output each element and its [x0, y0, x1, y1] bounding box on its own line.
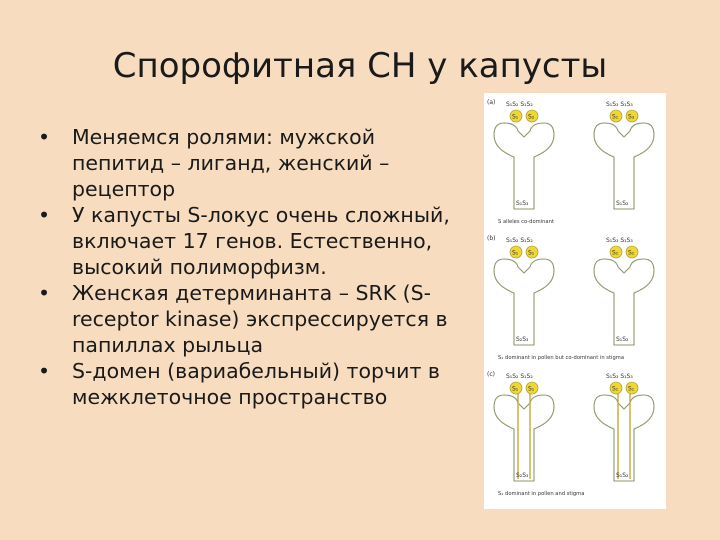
pollen-genotype-label: S₁S₂ S₁S₂: [506, 237, 533, 244]
pollen-grain-label: S₁: [628, 385, 635, 393]
pollen-genotype-label: S₁S₃ S₁S₃: [606, 237, 633, 244]
panel-caption: S alleles co-dominant: [498, 219, 554, 225]
sporophytic-si-figure: [484, 93, 666, 509]
bullet-marker: •: [38, 281, 51, 305]
figure-svg: [484, 93, 666, 509]
pollen-grain-label: S₁: [512, 249, 519, 257]
bullet-marker: •: [38, 359, 51, 383]
pollen-genotype-label: S₁S₃ S₁S₃: [606, 101, 633, 108]
bullet-item: [38, 358, 458, 410]
bullet-text: S-домен (вариабельный) торчит в межклеточное пространство: [72, 359, 440, 409]
pollen-grain-label: S₁: [628, 249, 635, 257]
panel-tag: (a): [487, 99, 496, 106]
pollen-grain-label: S₁: [512, 385, 519, 393]
panel-tag: (b): [487, 235, 496, 242]
pollen-grain-label: S₁: [512, 113, 519, 121]
stigma-genotype-label: S₂S₃: [516, 472, 529, 479]
pollen-grain-label: S₁: [612, 385, 619, 393]
pollen-genotype-label: S₁S₃ S₁S₃: [606, 373, 633, 380]
stigma-genotype-label: S₁S₃: [516, 200, 529, 207]
pollen-grain-label: S₃: [628, 113, 635, 121]
bullet-marker: •: [38, 125, 51, 149]
bullet-text: Меняемся ролями: мужской пепитид – лиганд, женский – рецептор: [72, 125, 390, 201]
panel-tag: (c): [487, 371, 495, 378]
stigma-genotype-label: S₁S₂: [616, 200, 629, 207]
stigma-genotype-label: S₂S₃: [516, 336, 529, 343]
stigma-genotype-label: S₁S₂: [616, 336, 629, 343]
panel-caption: S₁ dominant in pollen but co-dominant in stigma: [498, 355, 625, 361]
pollen-grain-label: S₂: [528, 113, 535, 121]
bullet-item: [38, 124, 458, 202]
pollen-grain-label: S₁: [612, 249, 619, 257]
slide-title: Спорофитная СН у капусты: [112, 46, 608, 86]
pollen-grain-label: S₁: [528, 385, 535, 393]
bullet-list: [38, 124, 458, 410]
pistil-outline: [594, 259, 654, 345]
bullet-item: [38, 202, 458, 280]
bullet-text: У капусты S-локус очень сложный, включает 17 генов. Естественно, высокий полиморфизм.: [72, 203, 450, 279]
pistil-outline: [594, 123, 654, 209]
pistil-outline: [494, 123, 554, 209]
pollen-grain-label: S₁: [612, 113, 619, 121]
pistil-outline: [494, 259, 554, 345]
pollen-grain-label: S₁: [528, 249, 535, 257]
pistil-outline: [494, 395, 554, 481]
bullet-item: [38, 280, 458, 358]
pollen-genotype-label: S₁S₂ S₁S₂: [506, 373, 533, 380]
pollen-genotype-label: S₁S₂ S₁S₂: [506, 101, 533, 108]
bullet-text: Женская детерминанта – SRK (S-receptor kinase) экспрессируется в папиллах рыльца: [72, 281, 448, 357]
stigma-genotype-label: S₁S₂: [616, 472, 629, 479]
panel-caption: S₁ dominant in pollen and stigma: [498, 491, 585, 497]
pistil-outline: [594, 395, 654, 481]
bullet-marker: •: [38, 203, 51, 227]
